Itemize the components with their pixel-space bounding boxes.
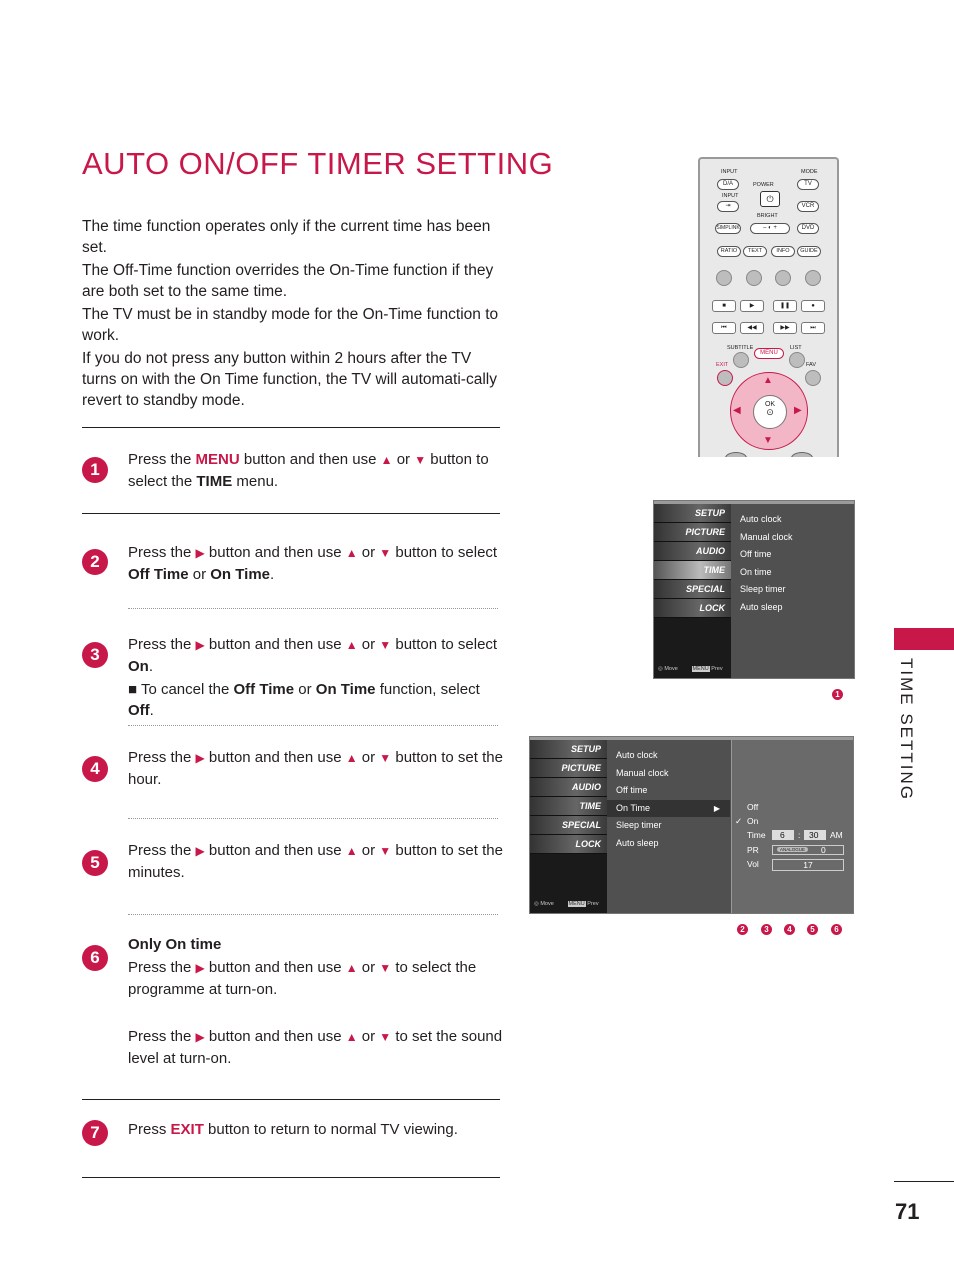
intro-paragraph: If you do not press any button within 2 hours after the TV turns on with the On Time function, the TV will automati-cally revert to standby mode. — [82, 350, 497, 409]
right-arrow-icon: ▶ — [195, 751, 205, 765]
up-arrow-icon: ▲ — [345, 638, 358, 652]
step-4-text: Press the ▶ button and then use ▲ or ▼ button to set the hour. — [128, 749, 503, 788]
step-number: 4 — [82, 756, 108, 782]
osd-tab: LOCK — [530, 835, 607, 854]
step-3-text: Press the ▶ button and then use ▲ or ▼ button to select On. — [128, 636, 498, 675]
intro-paragraph: The TV must be in standby mode for the On-Time function to work. — [82, 306, 499, 344]
right-arrow-icon: ▶ — [195, 546, 205, 560]
down-arrow-icon: ▼ — [379, 844, 392, 858]
step-5-text: Press the ▶ button and then use ▲ or ▼ button to set the minutes. — [128, 842, 503, 881]
navigation-ring[interactable] — [730, 372, 808, 450]
step-number: 7 — [82, 1120, 108, 1146]
right-arrow-icon: ▶ — [195, 638, 205, 652]
up-arrow-icon: ▲ — [345, 1030, 358, 1044]
step-number: 3 — [82, 642, 108, 668]
step-2-text: Press the ▶ button and then use ▲ or ▼ button to select Off Time or On Time. — [128, 544, 498, 583]
right-arrow-icon: ▶ — [195, 1030, 205, 1044]
section-label: TIME SETTING — [897, 658, 916, 801]
step-7-text: Press EXIT button to return to normal TV viewing. — [128, 1121, 458, 1138]
step-6-heading: Only On time — [128, 936, 222, 953]
guide-button[interactable]: GUIDE — [797, 246, 821, 257]
osd-tab: SETUP — [654, 504, 731, 523]
osd-item: Auto sleep — [616, 837, 659, 848]
minute-field[interactable]: 30 — [804, 830, 826, 840]
nav-down-icon[interactable]: ▼ — [763, 435, 773, 446]
color-button[interactable] — [775, 270, 791, 286]
nav-up-icon[interactable]: ▲ — [763, 375, 773, 386]
divider — [82, 1099, 500, 1100]
osd-item: Auto sleep — [740, 601, 783, 612]
vol-field[interactable]: 17 — [772, 859, 844, 871]
next-icon[interactable]: ⏭ — [801, 322, 825, 334]
right-arrow-icon: ▶ — [195, 961, 205, 975]
osd-item-list — [731, 511, 854, 617]
down-arrow-icon: ▼ — [379, 638, 392, 652]
input-button[interactable]: ⇥ — [717, 201, 739, 212]
osd-tab: LOCK — [654, 599, 731, 618]
osd-label: Vol — [747, 859, 759, 869]
step-marker: 1 — [832, 689, 843, 700]
osd-tab: TIME — [530, 797, 607, 816]
simplink-button[interactable]: SIMPLINK — [715, 223, 741, 234]
color-button[interactable] — [716, 270, 732, 286]
osd-item-selected: On Time ▶ — [607, 800, 730, 818]
power-icon[interactable]: ⏻ — [760, 191, 780, 207]
play-icon[interactable]: ▶ — [740, 300, 764, 312]
intro-paragraph: The Off-Time function overrides the On-Time function if they are both set to the same time. — [82, 262, 494, 300]
right-arrow-icon: ▶ — [195, 844, 205, 858]
step-marker: 3 — [761, 924, 772, 935]
osd-option: Off — [747, 802, 759, 812]
osd-item: Auto clock — [740, 514, 782, 524]
tv-button[interactable]: TV — [797, 179, 819, 190]
vcr-button[interactable]: VCR — [797, 201, 819, 212]
osd-item: Off time — [616, 785, 648, 796]
down-arrow-icon: ▼ — [379, 961, 392, 975]
remote-button — [791, 452, 813, 457]
dotted-divider — [128, 725, 498, 726]
osd-footer: ◎ Move MENU Prev — [658, 666, 723, 672]
da-button[interactable]: D/A — [717, 179, 739, 190]
step-number: 6 — [82, 945, 108, 971]
osd-item: Manual clock — [616, 767, 669, 778]
osd-tab: SPECIAL — [530, 816, 607, 835]
up-arrow-icon: ▲ — [345, 546, 358, 560]
osd-item: Off time — [740, 549, 772, 560]
step-marker: 6 — [831, 924, 842, 935]
section-tab — [894, 628, 954, 650]
page-number: 71 — [895, 1199, 920, 1224]
osd-tab: AUDIO — [654, 542, 731, 561]
intro-paragraph: The time function operates only if the current time has been set. — [82, 218, 491, 256]
page-title: AUTO ON/OFF TIMER SETTING — [82, 146, 554, 181]
pr-field[interactable] — [772, 845, 844, 855]
down-arrow-icon: ▼ — [379, 546, 392, 560]
osd-option: On — [747, 816, 759, 826]
divider — [82, 1177, 500, 1178]
osd-tab-column — [530, 740, 607, 913]
step-marker: 5 — [807, 924, 818, 935]
remote-control: INPUT MODE D/A POWER ⏻ TV INPUT ⇥ VCR BRIGHT SIMPLINK – ◐ + DVD RATIO TEXT INFO GUIDE ■ ▶ ❚❚ ● ⏮ ◀◀ ▶▶ ⏭ SUBTITLE LIST MENU EXIT FAV ▲ ▼ ◀ ▶ OK ⊙ — [698, 157, 839, 457]
dotted-divider — [128, 818, 498, 819]
osd-item: Manual clock — [740, 531, 793, 542]
list-button[interactable] — [789, 352, 805, 368]
down-arrow-icon: ▼ — [379, 1030, 392, 1044]
step-3-note: ■ To cancel the Off Time or On Time function, select Off. — [128, 681, 480, 719]
step-1-text: Press the MENU button and then use ▲ or ▼ button to select the TIME menu. — [128, 451, 489, 490]
up-arrow-icon: ▲ — [380, 453, 393, 467]
exit-button[interactable] — [717, 370, 733, 386]
step-marker: 2 — [737, 924, 748, 935]
dotted-divider — [128, 914, 498, 915]
osd-tab: PICTURE — [654, 523, 731, 542]
osd-menu-2 — [529, 736, 854, 914]
text-button[interactable]: TEXT — [743, 246, 767, 257]
down-arrow-icon: ▼ — [379, 751, 392, 765]
step-6-text: Press the ▶ button and then use ▲ or ▼ to select the programme at turn-on. — [128, 959, 477, 998]
pr-value: 0 — [821, 845, 826, 855]
step-marker: 4 — [784, 924, 795, 935]
divider — [82, 513, 500, 514]
osd-tab: PICTURE — [530, 759, 607, 778]
osd-item: Sleep timer — [616, 820, 662, 831]
intro-text — [82, 216, 502, 413]
step-6-text-2: Press the ▶ button and then use ▲ or ▼ to set the sound level at turn-on. — [128, 1028, 503, 1067]
osd-submenu — [731, 740, 853, 913]
osd-tab-column — [654, 504, 731, 678]
color-button[interactable] — [805, 270, 821, 286]
pause-icon[interactable]: ❚❚ — [773, 300, 797, 312]
ampm-field[interactable]: AM — [830, 830, 843, 840]
up-arrow-icon: ▲ — [345, 751, 358, 765]
info-button[interactable]: INFO — [771, 246, 795, 257]
divider — [82, 427, 500, 428]
pr-source: ANALOGUE — [777, 847, 808, 852]
ratio-button[interactable]: RATIO — [717, 246, 741, 257]
dvd-button[interactable]: DVD — [797, 223, 819, 234]
rewind-icon[interactable]: ◀◀ — [740, 322, 764, 334]
right-arrow-icon: ▶ — [713, 803, 720, 813]
osd-item-list — [607, 747, 730, 853]
record-icon[interactable]: ● — [801, 300, 825, 312]
forward-icon[interactable]: ▶▶ — [773, 322, 797, 334]
stop-icon[interactable]: ■ — [712, 300, 736, 312]
osd-menu-1 — [653, 500, 855, 679]
nav-left-icon[interactable]: ◀ — [733, 405, 741, 416]
up-arrow-icon: ▲ — [345, 844, 358, 858]
osd-footer: ◎ Move MENU Prev — [534, 901, 599, 907]
nav-right-icon[interactable]: ▶ — [794, 405, 802, 416]
step-number: 1 — [82, 457, 108, 483]
step-number: 2 — [82, 549, 108, 575]
bright-rocker[interactable]: – ◐ + — [750, 223, 790, 234]
prev-icon[interactable]: ⏮ — [712, 322, 736, 334]
ok-button[interactable]: OK ⊙ — [753, 395, 787, 429]
fav-button[interactable] — [805, 370, 821, 386]
osd-tab: SPECIAL — [654, 580, 731, 599]
dotted-divider — [128, 608, 498, 609]
color-button[interactable] — [746, 270, 762, 286]
osd-label: Time — [747, 830, 766, 840]
osd-label: PR — [747, 845, 759, 855]
osd-item: Sleep timer — [740, 584, 786, 595]
osd-item: Auto clock — [616, 750, 658, 760]
osd-tab: AUDIO — [530, 778, 607, 797]
up-arrow-icon: ▲ — [345, 961, 358, 975]
check-icon: ✓ — [735, 816, 743, 826]
divider — [894, 1181, 954, 1182]
menu-button[interactable]: MENU — [754, 348, 784, 359]
time-colon: : — [798, 830, 801, 840]
subtitle-button[interactable] — [733, 352, 749, 368]
step-number: 5 — [82, 850, 108, 876]
remote-button — [725, 452, 747, 457]
osd-tab: SETUP — [530, 740, 607, 759]
hour-field[interactable]: 6 — [772, 830, 794, 840]
osd-tab-selected: TIME — [654, 561, 731, 580]
osd-item: On time — [740, 566, 772, 577]
down-arrow-icon: ▼ — [414, 453, 427, 467]
